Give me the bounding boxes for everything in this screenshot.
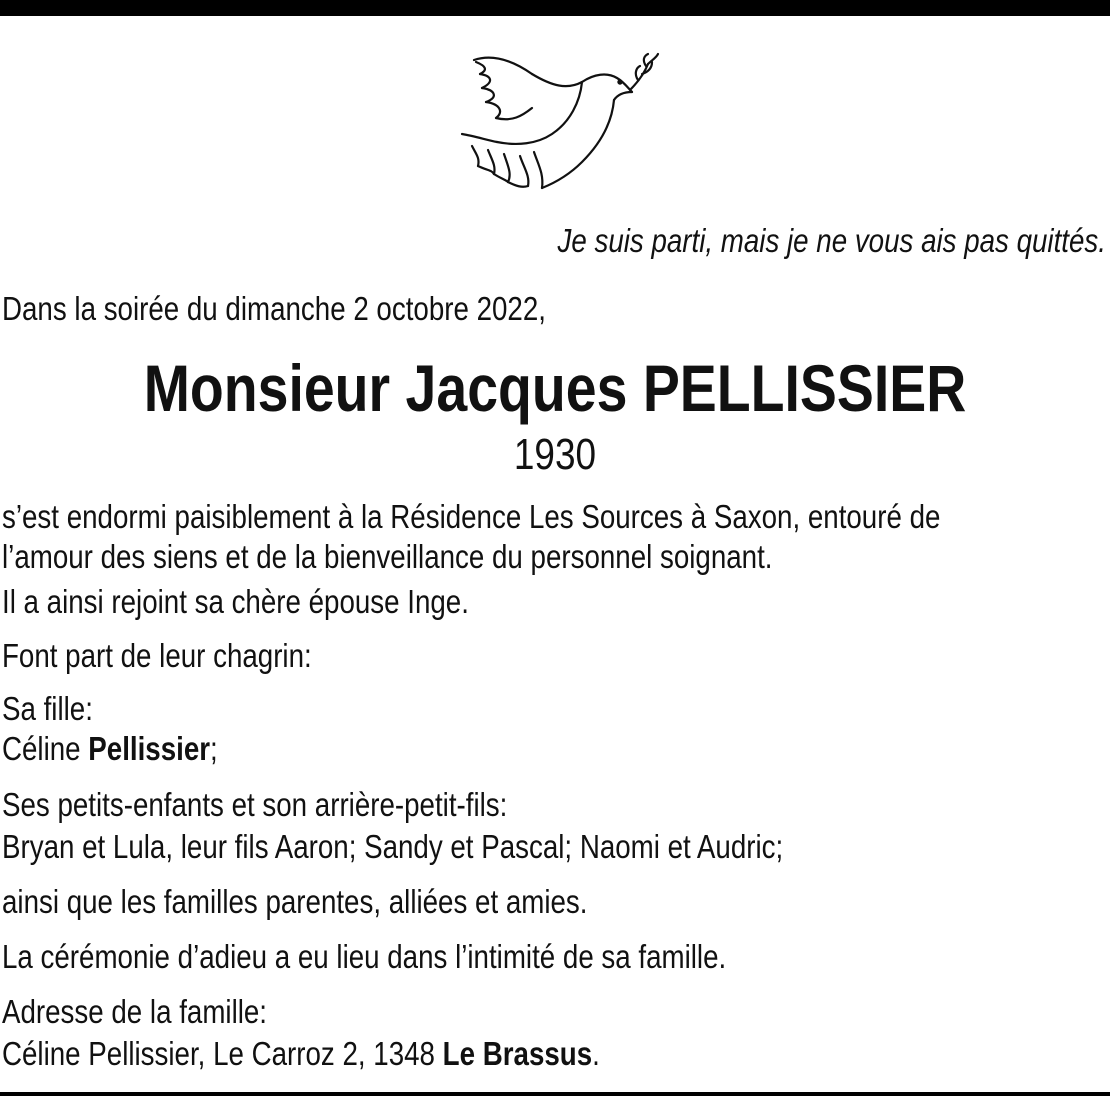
grandchildren-label: Ses petits-enfants et son arrière-petit-fils: (2, 786, 508, 823)
deceased-name: Monsieur Jacques PELLISSIER (143, 351, 967, 425)
ceremony-line: La cérémonie d’adieu a eu lieu dans l’intimité de sa famille. (2, 938, 727, 975)
families-line: ainsi que les familles parentes, alliées et amies. (2, 883, 588, 920)
daughter-last-name: Pellissier (88, 730, 211, 767)
daughter-punct: ; (210, 730, 218, 767)
body-line-1: s’est endormi paisiblement à la Résidence Les Sources à Saxon, entouré de (2, 498, 941, 535)
daughter-label: Sa fille: (2, 690, 93, 727)
address-line (2, 1035, 600, 1073)
address-punct: . (592, 1035, 600, 1072)
body-line-2: l’amour des siens et de la bienveillance du personnel soignant. (2, 538, 773, 575)
address-prefix: Céline Pellissier, Le Carroz 2, 1348 (2, 1035, 443, 1072)
address-city: Le Brassus (442, 1035, 593, 1072)
epitaph-quote: Je suis parti, mais je ne vous ais pas quittés. (557, 222, 1106, 259)
grandchildren-names: Bryan et Lula, leur fils Aaron; Sandy et Pascal; Naomi et Audric; (2, 828, 784, 865)
bottom-rule (0, 1092, 1110, 1096)
grief-intro: Font part de leur chagrin: (2, 637, 312, 674)
body-line-3: Il a ainsi rejoint sa chère épouse Inge. (2, 583, 469, 620)
intro-line: Dans la soirée du dimanche 2 octobre 2022, (2, 290, 546, 327)
dove-icon (452, 42, 662, 202)
address-label: Adresse de la famille: (2, 993, 268, 1030)
top-rule (0, 0, 1110, 16)
daughter-first-name: Céline (2, 730, 89, 767)
birth-year: 1930 (513, 430, 597, 479)
daughter-line (2, 730, 218, 768)
